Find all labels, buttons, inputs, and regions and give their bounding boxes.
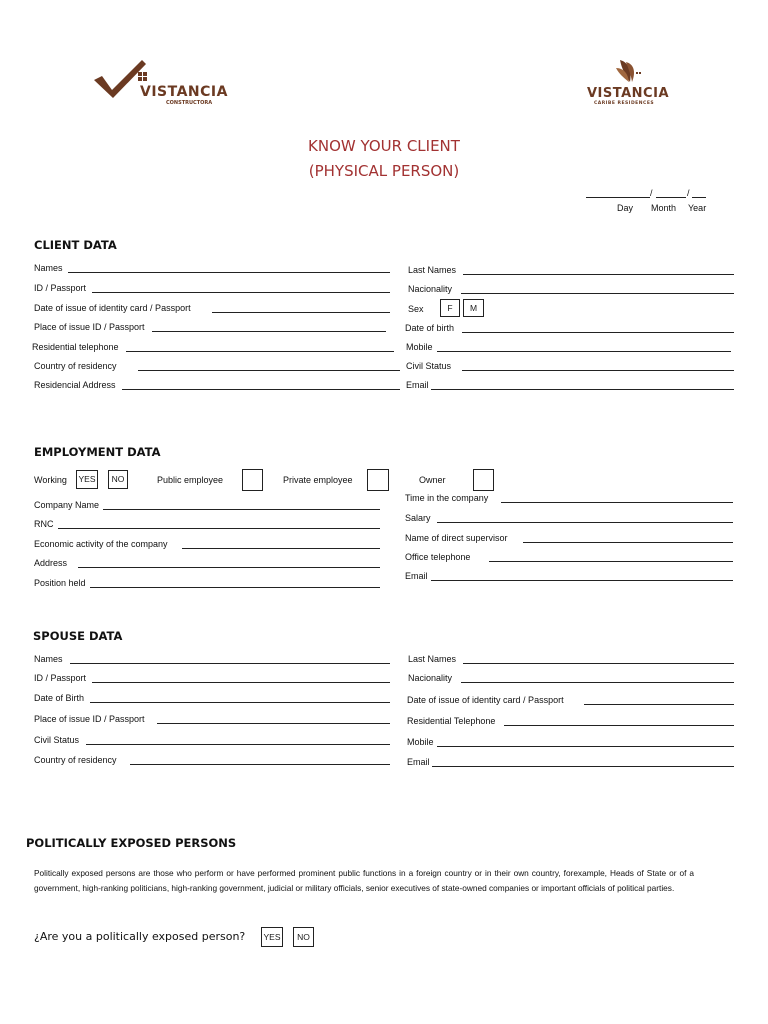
spouse-date-issue-field[interactable] [584,704,734,705]
client-email-label: Email [406,380,429,390]
employment-data-heading: EMPLOYMENT DATA [34,445,161,459]
date-day-line[interactable] [586,197,650,198]
spouse-nationality-label: Nacionality [408,673,453,683]
client-address-field[interactable] [122,389,400,390]
spouse-last-names-label: Last Names [408,654,457,664]
client-email-field[interactable] [431,389,734,390]
working-label: Working [34,475,67,485]
spouse-names-field[interactable] [70,663,390,664]
spouse-dob-label: Date of Birth [34,693,85,703]
spouse-email-field[interactable] [432,766,734,767]
spouse-dob-field[interactable] [90,702,390,703]
spouse-date-issue-label: Date of issue of identity card / Passport [407,695,564,705]
client-date-issue-field[interactable] [212,312,390,313]
left-logo-sub: CONSTRUCTORA [166,100,213,106]
pep-heading: POLITICALLY EXPOSED PERSONS [26,836,237,850]
spouse-place-issue-label: Place of issue ID / Passport [34,714,145,724]
client-nationality-field[interactable] [461,293,734,294]
client-last-names-label: Last Names [408,265,457,275]
pep-question: ¿Are you a politically exposed person? [34,930,246,943]
date-slash: / [687,188,690,198]
right-logo-name: VISTANCIA [587,86,669,101]
supervisor-label: Name of direct supervisor [405,533,508,543]
left-logo-name: VISTANCIA [140,84,228,100]
client-data-heading: CLIENT DATA [34,238,117,252]
client-date-issue-label: Date of issue of identity card / Passport [34,303,191,313]
date-year-label: Year [688,203,707,213]
public-employee-checkbox[interactable] [242,469,263,491]
client-last-names-field[interactable] [463,274,734,275]
vistancia-caribe-logo [584,58,680,108]
client-civil-label: Civil Status [406,361,452,371]
client-address-label: Residencial Address [34,380,116,390]
econ-activity-field[interactable] [182,548,380,549]
date-year-line[interactable] [692,197,706,198]
spouse-id-field[interactable] [92,682,390,683]
spouse-country-field[interactable] [130,764,390,765]
client-country-field[interactable] [138,370,400,371]
rnc-label: RNC [34,519,54,529]
supervisor-field[interactable] [523,542,733,543]
spouse-res-tel-field[interactable] [504,725,734,726]
spouse-last-names-field[interactable] [463,663,734,664]
spouse-id-label: ID / Passport [34,673,87,683]
position-held-label: Position held [34,578,86,588]
spouse-nationality-field[interactable] [461,682,734,683]
client-id-field[interactable] [92,292,390,293]
company-name-field[interactable] [103,509,380,510]
spouse-names-label: Names [34,654,63,664]
client-res-tel-label: Residential telephone [32,342,119,352]
client-country-label: Country of residency [34,361,117,371]
spouse-email-label: Email [407,757,430,767]
company-name-label: Company Name [34,500,100,510]
date-month-line[interactable] [656,197,686,198]
employment-address-label: Address [34,558,68,568]
spouse-data-heading: SPOUSE DATA [33,629,123,643]
employment-email-field[interactable] [431,580,733,581]
econ-activity-label: Economic activity of the company [34,539,168,549]
date-month-label: Month [651,203,677,213]
office-tel-label: Office telephone [405,552,471,562]
salary-field[interactable] [437,522,733,523]
spouse-civil-field[interactable] [86,744,390,745]
client-sex-label: Sex [408,304,424,314]
private-employee-checkbox[interactable] [367,469,389,491]
vistancia-constructora-logo [92,58,228,108]
working-no-checkbox[interactable]: NO [108,470,128,489]
spouse-place-issue-field[interactable] [157,723,390,724]
working-yes-checkbox[interactable]: YES [76,470,98,489]
client-place-issue-label: Place of issue ID / Passport [34,322,145,332]
form-title-line1: KNOW YOUR CLIENT [308,137,460,155]
spouse-mobile-label: Mobile [407,737,434,747]
client-names-field[interactable] [68,272,390,273]
private-employee-label: Private employee [283,475,353,485]
client-nationality-label: Nacionality [408,284,453,294]
sex-f-checkbox[interactable]: F [440,299,460,317]
client-dob-field[interactable] [462,332,734,333]
rnc-field[interactable] [58,528,380,529]
pep-no-checkbox[interactable]: NO [293,927,314,947]
client-mobile-field[interactable] [437,351,731,352]
client-res-tel-field[interactable] [126,351,394,352]
client-id-label: ID / Passport [34,283,87,293]
spouse-country-label: Country of residency [34,755,117,765]
time-company-field[interactable] [501,502,733,503]
client-dob-label: Date of birth [405,323,455,333]
spouse-civil-label: Civil Status [34,735,80,745]
position-held-field[interactable] [90,587,380,588]
owner-checkbox[interactable] [473,469,494,491]
sex-m-checkbox[interactable]: M [463,299,484,317]
client-names-label: Names [34,263,63,273]
employment-address-field[interactable] [78,567,380,568]
spouse-mobile-field[interactable] [437,746,734,747]
date-slash: / [650,188,653,198]
date-day-label: Day [617,203,634,213]
employment-email-label: Email [405,571,428,581]
client-place-issue-field[interactable] [152,331,386,332]
spouse-res-tel-label: Residential Telephone [407,716,496,726]
time-company-label: Time in the company [405,493,489,503]
office-tel-field[interactable] [489,561,733,562]
pep-yes-checkbox[interactable]: YES [261,927,283,947]
right-logo-sub: CARIBE RESIDENCES [594,101,655,106]
public-employee-label: Public employee [157,475,224,485]
client-civil-field[interactable] [462,370,734,371]
palm-leaf-icon [614,58,644,88]
owner-label: Owner [419,475,446,485]
form-title-line2: (PHYSICAL PERSON) [308,162,460,180]
client-mobile-label: Mobile [406,342,433,352]
salary-label: Salary [405,513,431,523]
pep-paragraph: Politically exposed persons are those who perform or have performed prominent public functions in a foreign country or in their own country, forexample, Heads of State or of a government, high-ranking politicians, high-ranking government, judicial or military officials, senior executives of state-owned companies or important officials of political parties. [34,868,694,893]
